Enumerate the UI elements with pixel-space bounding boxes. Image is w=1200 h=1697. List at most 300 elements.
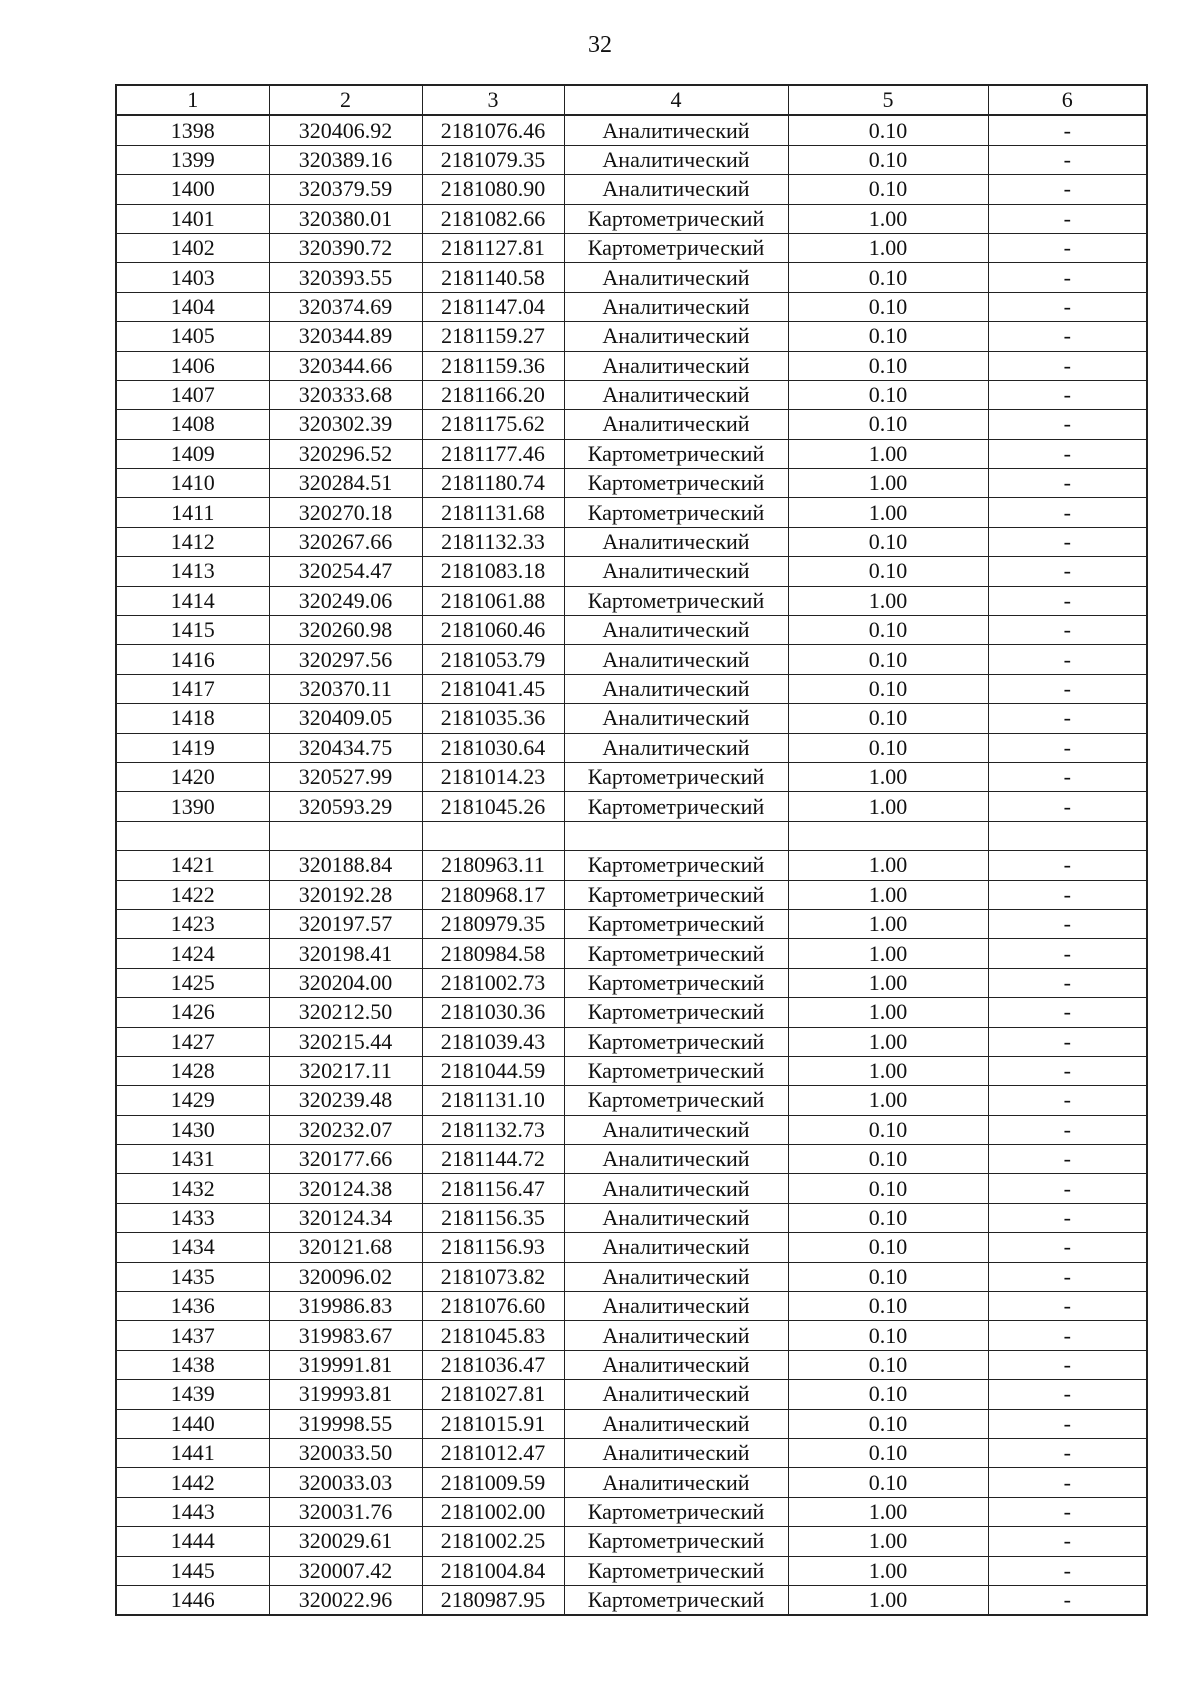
table-cell: 1403 [116,263,269,292]
table-cell: 1390 [116,792,269,821]
table-cell: - [988,1556,1147,1585]
table-cell: - [988,115,1147,145]
table-cell: - [988,498,1147,527]
table-cell: 320192.28 [269,880,422,909]
table-cell: 1415 [116,616,269,645]
table-cell: 1.00 [788,469,988,498]
page-number: 32 [588,32,612,58]
table-cell: 320389.16 [269,145,422,174]
table-cell: 1.00 [788,586,988,615]
table-cell: 0.10 [788,1203,988,1232]
table-cell: - [988,410,1147,439]
table-cell: 0.10 [788,1321,988,1350]
table-cell: 320370.11 [269,674,422,703]
table-cell: Картометрический [564,792,788,821]
table-cell: 2180968.17 [422,880,564,909]
table-row [116,762,1147,791]
table-cell: 0.10 [788,115,988,145]
table-cell: Картометрический [564,762,788,791]
table-cell: Картометрический [564,880,788,909]
table-cell: 319998.55 [269,1409,422,1438]
table-cell: 0.10 [788,1292,988,1321]
table-cell: 1428 [116,1056,269,1085]
table-row [116,733,1147,762]
table-row [116,880,1147,909]
table-row [116,1585,1147,1615]
table-row [116,1145,1147,1174]
table-cell: Картометрический [564,909,788,938]
table-cell: 320267.66 [269,527,422,556]
table-row [116,1292,1147,1321]
table-cell: 320393.55 [269,263,422,292]
table-cell: 1.00 [788,909,988,938]
table-cell: - [988,968,1147,997]
table-row [116,1468,1147,1497]
table-cell: Аналитический [564,115,788,145]
table-cell: Аналитический [564,1174,788,1203]
table-cell: 320239.48 [269,1086,422,1115]
table-cell: 2181147.04 [422,292,564,321]
table-cell: - [988,263,1147,292]
table-cell: Картометрический [564,968,788,997]
table-row [116,145,1147,174]
table-row [116,616,1147,645]
table-cell: 1.00 [788,1497,988,1526]
table-row [116,1497,1147,1526]
table-cell: 0.10 [788,674,988,703]
table-cell: 1437 [116,1321,269,1350]
table-cell: Аналитический [564,1468,788,1497]
table-row [116,939,1147,968]
table-cell: 2181159.36 [422,351,564,380]
table-cell: 319983.67 [269,1321,422,1350]
table-cell: - [988,851,1147,880]
table-row [116,439,1147,468]
table-cell: 2180987.95 [422,1585,564,1615]
table-cell: 320022.96 [269,1585,422,1615]
table-cell: - [988,1203,1147,1232]
table-cell: 320212.50 [269,998,422,1027]
table-cell: 320177.66 [269,1145,422,1174]
table-cell: 1.00 [788,1556,988,1585]
column-header: 5 [788,85,988,115]
table-cell: Аналитический [564,557,788,586]
table-cell: Картометрический [564,998,788,1027]
table-cell: 320374.69 [269,292,422,321]
table-cell [988,821,1147,850]
table-cell: - [988,586,1147,615]
table-cell: 1.00 [788,1027,988,1056]
table-cell: 0.10 [788,527,988,556]
table-cell: 0.10 [788,145,988,174]
table-cell: - [988,704,1147,733]
table-cell: Картометрический [564,204,788,233]
table-cell: Картометрический [564,498,788,527]
column-header: 2 [269,85,422,115]
table-cell: 1422 [116,880,269,909]
table-cell: 320121.68 [269,1233,422,1262]
table-cell: 2181041.45 [422,674,564,703]
table-cell: 0.10 [788,410,988,439]
table-cell: 1.00 [788,968,988,997]
table-cell: 1445 [116,1556,269,1585]
table-cell: 319986.83 [269,1292,422,1321]
table-cell: - [988,616,1147,645]
table-row [116,1409,1147,1438]
table-row [116,1203,1147,1232]
table-cell: - [988,1174,1147,1203]
column-header: 3 [422,85,564,115]
table-row [116,351,1147,380]
table-cell: 2181177.46 [422,439,564,468]
table-cell: Аналитический [564,645,788,674]
table-cell: - [988,204,1147,233]
table-cell: - [988,733,1147,762]
table-row [116,909,1147,938]
table-cell: Картометрический [564,851,788,880]
table-cell: Картометрический [564,1585,788,1615]
table-cell: 0.10 [788,175,988,204]
table-cell [564,821,788,850]
table-cell: 320232.07 [269,1115,422,1144]
table-cell: 320031.76 [269,1497,422,1526]
table-cell: 320527.99 [269,762,422,791]
table-cell: - [988,1321,1147,1350]
table-cell: 320096.02 [269,1262,422,1291]
table-cell: 2181061.88 [422,586,564,615]
table-cell: 1429 [116,1086,269,1115]
table-cell: Аналитический [564,1203,788,1232]
table-cell: 2181131.68 [422,498,564,527]
table-cell: 1426 [116,998,269,1027]
table-cell: 1409 [116,439,269,468]
table-cell: - [988,1527,1147,1556]
table-row [116,204,1147,233]
table-cell: - [988,1027,1147,1056]
table-row [116,998,1147,1027]
table-cell: 0.10 [788,1115,988,1144]
table-cell: 2181083.18 [422,557,564,586]
table-cell: Аналитический [564,1233,788,1262]
table-cell: 1400 [116,175,269,204]
table-cell: - [988,1380,1147,1409]
table-cell: 320007.42 [269,1556,422,1585]
table-cell: 1404 [116,292,269,321]
table-cell: 1410 [116,469,269,498]
table-cell: 1401 [116,204,269,233]
table-cell: - [988,380,1147,409]
table-row [116,821,1147,850]
table-cell: - [988,1350,1147,1379]
table-cell: - [988,880,1147,909]
table-row [116,1438,1147,1467]
table-cell: - [988,351,1147,380]
table-row [116,322,1147,351]
table-cell: 1.00 [788,439,988,468]
table-cell: 1446 [116,1585,269,1615]
table-cell: 2181080.90 [422,175,564,204]
table-cell: - [988,233,1147,262]
table-cell: 1408 [116,410,269,439]
table-cell: 2181002.73 [422,968,564,997]
table-cell: 1427 [116,1027,269,1056]
table-cell: 320215.44 [269,1027,422,1056]
table-cell: 2181076.60 [422,1292,564,1321]
table-cell: Аналитический [564,1115,788,1144]
table-cell: - [988,792,1147,821]
table-row [116,115,1147,145]
table-cell: 1402 [116,233,269,262]
table-cell: 2181159.27 [422,322,564,351]
table-cell: 1419 [116,733,269,762]
table-cell: 2181180.74 [422,469,564,498]
table-cell: Картометрический [564,1056,788,1085]
table-row [116,263,1147,292]
table-cell: 2181132.33 [422,527,564,556]
table-cell [422,821,564,850]
table-cell: Картометрический [564,586,788,615]
table-cell: 1.00 [788,233,988,262]
table-row [116,968,1147,997]
table-cell: 2181009.59 [422,1468,564,1497]
table-row [116,1262,1147,1291]
table-cell: 2181076.46 [422,115,564,145]
table-cell: 2181002.25 [422,1527,564,1556]
table-row [116,674,1147,703]
table-cell: - [988,175,1147,204]
table-cell: - [988,1468,1147,1497]
table-cell: - [988,1233,1147,1262]
table-header-row [116,85,1147,115]
table-cell: 2181060.46 [422,616,564,645]
table-cell: 1406 [116,351,269,380]
table-cell [116,821,269,850]
table-cell: 1421 [116,851,269,880]
table-row [116,1527,1147,1556]
table-cell: 2181015.91 [422,1409,564,1438]
table-cell: 0.10 [788,1380,988,1409]
table-cell: 0.10 [788,733,988,762]
table-cell: 320198.41 [269,939,422,968]
table-cell: 2181079.35 [422,145,564,174]
table-cell: 2181082.66 [422,204,564,233]
table-row [116,292,1147,321]
table-cell: 1414 [116,586,269,615]
table-cell: 2181027.81 [422,1380,564,1409]
table-cell: 0.10 [788,1145,988,1174]
table-cell: Картометрический [564,1556,788,1585]
table-cell: 1407 [116,380,269,409]
table-row [116,1027,1147,1056]
table-row [116,498,1147,527]
table-cell: 2181131.10 [422,1086,564,1115]
table-cell: 0.10 [788,1233,988,1262]
table-cell: 1412 [116,527,269,556]
table-cell: 320390.72 [269,233,422,262]
table-row [116,175,1147,204]
table-cell: 2181045.83 [422,1321,564,1350]
coordinates-table [115,84,1148,1616]
table-cell: 320296.52 [269,439,422,468]
table-cell: 1416 [116,645,269,674]
table-cell: Картометрический [564,439,788,468]
table-cell: Аналитический [564,1380,788,1409]
table-cell: 2181004.84 [422,1556,564,1585]
table-cell: 2181132.73 [422,1115,564,1144]
table-cell: 2180963.11 [422,851,564,880]
table-cell: 320033.50 [269,1438,422,1467]
table-cell: 1438 [116,1350,269,1379]
table-cell: 1413 [116,557,269,586]
table-cell: 2181156.47 [422,1174,564,1203]
table-cell: 1.00 [788,762,988,791]
table-body [116,115,1147,1615]
table-cell: 320197.57 [269,909,422,938]
table-cell: - [988,1585,1147,1615]
table-cell: 320033.03 [269,1468,422,1497]
table-cell: 1436 [116,1292,269,1321]
table-cell: 1.00 [788,498,988,527]
table-row [116,527,1147,556]
table-cell: Аналитический [564,1409,788,1438]
table-cell: 1.00 [788,204,988,233]
table-cell: Картометрический [564,939,788,968]
table-cell: Аналитический [564,1262,788,1291]
table-cell: 0.10 [788,1468,988,1497]
table-cell: Аналитический [564,1350,788,1379]
table-cell: 1.00 [788,998,988,1027]
table-cell: Аналитический [564,527,788,556]
table-cell: 1.00 [788,1527,988,1556]
table-cell: - [988,1262,1147,1291]
table-cell: 320297.56 [269,645,422,674]
table-cell: 1411 [116,498,269,527]
table-row [116,1115,1147,1144]
table-cell: - [988,439,1147,468]
table-cell: Аналитический [564,292,788,321]
table-cell: 2181156.93 [422,1233,564,1262]
table-cell: 320217.11 [269,1056,422,1085]
table-cell: 1417 [116,674,269,703]
table-cell: 0.10 [788,1409,988,1438]
table-cell: 319991.81 [269,1350,422,1379]
table-cell: 2181030.64 [422,733,564,762]
table-cell: - [988,674,1147,703]
table-row [116,1174,1147,1203]
table-cell: 320302.39 [269,410,422,439]
table-cell: 320434.75 [269,733,422,762]
table-cell: 2181012.47 [422,1438,564,1467]
table-cell: - [988,322,1147,351]
table-cell: 2180984.58 [422,939,564,968]
table-cell: 320379.59 [269,175,422,204]
table-cell: 320260.98 [269,616,422,645]
table-cell: 320409.05 [269,704,422,733]
table-row [116,1233,1147,1262]
table-cell: 0.10 [788,380,988,409]
table-row [116,1556,1147,1585]
table-cell: 2181127.81 [422,233,564,262]
table-cell: - [988,527,1147,556]
table-cell: Картометрический [564,233,788,262]
table-cell [269,821,422,850]
table-row [116,704,1147,733]
table-cell: Аналитический [564,175,788,204]
table-row [116,792,1147,821]
table-cell: 1418 [116,704,269,733]
table-cell: Аналитический [564,322,788,351]
table-cell: 0.10 [788,263,988,292]
table-cell: 1423 [116,909,269,938]
table-row [116,586,1147,615]
table-cell: 1398 [116,115,269,145]
column-header: 4 [564,85,788,115]
table-cell: Картометрический [564,1086,788,1115]
table-cell: - [988,1145,1147,1174]
table-cell: 1441 [116,1438,269,1467]
table-cell: - [988,1056,1147,1085]
table-row [116,557,1147,586]
table-cell: 0.10 [788,616,988,645]
table-cell: 320284.51 [269,469,422,498]
table-cell: 320380.01 [269,204,422,233]
table-cell: 2181166.20 [422,380,564,409]
table-cell: Картометрический [564,469,788,498]
table-cell: 1425 [116,968,269,997]
table-cell: - [988,1292,1147,1321]
table-cell: 0.10 [788,645,988,674]
table-cell: 2181036.47 [422,1350,564,1379]
table-cell: 319993.81 [269,1380,422,1409]
table-cell: 2181175.62 [422,410,564,439]
table-cell: 320124.34 [269,1203,422,1232]
table-cell: - [988,1115,1147,1144]
table-cell: 0.10 [788,557,988,586]
table-cell: 320344.89 [269,322,422,351]
table-cell: 1431 [116,1145,269,1174]
table-cell: 0.10 [788,351,988,380]
table-row [116,1321,1147,1350]
table-cell: 1405 [116,322,269,351]
table-cell: 0.10 [788,1350,988,1379]
table-cell: 2180979.35 [422,909,564,938]
table-cell: 1.00 [788,792,988,821]
column-header: 6 [988,85,1147,115]
table-cell: 2181156.35 [422,1203,564,1232]
table-cell: - [988,909,1147,938]
table-cell: 320204.00 [269,968,422,997]
table-row [116,1056,1147,1085]
table-cell: Аналитический [564,674,788,703]
table-cell: 1399 [116,145,269,174]
table-cell: 1420 [116,762,269,791]
table-cell: 320249.06 [269,586,422,615]
table-cell: 2181053.79 [422,645,564,674]
table-cell: 0.10 [788,1262,988,1291]
table-cell: - [988,557,1147,586]
table-cell: 1442 [116,1468,269,1497]
table-cell: 2181073.82 [422,1262,564,1291]
table-cell: 320593.29 [269,792,422,821]
table-cell: 1439 [116,1380,269,1409]
table-cell: 2181140.58 [422,263,564,292]
table-cell: 1432 [116,1174,269,1203]
table-cell: 1433 [116,1203,269,1232]
table-cell: Аналитический [564,145,788,174]
table-row [116,233,1147,262]
table-cell: - [988,1409,1147,1438]
table-cell: - [988,762,1147,791]
